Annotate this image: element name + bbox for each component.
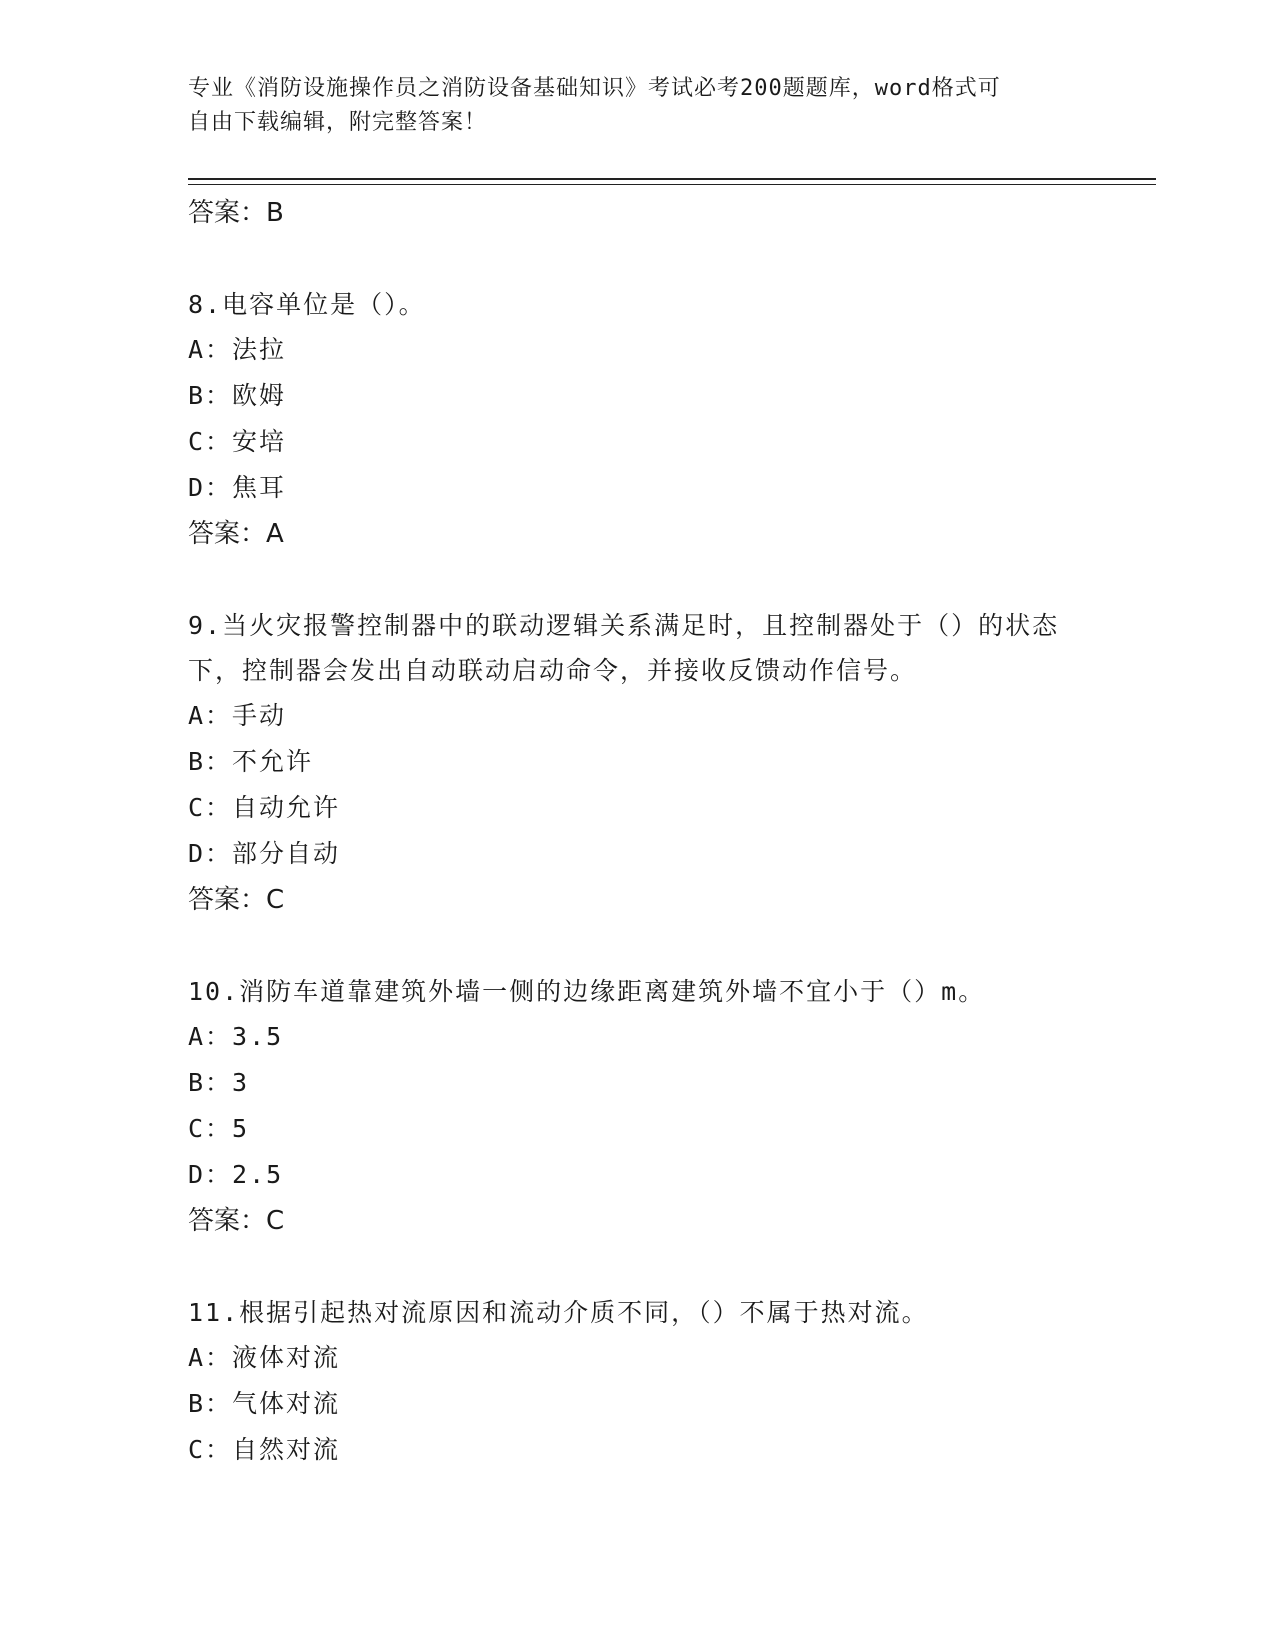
header-line-2: 自由下载编辑，附完整答案！ xyxy=(188,110,488,135)
option-d: D：焦耳 xyxy=(188,473,287,502)
option-d: D：部分自动 xyxy=(188,839,341,868)
answer-line: 答案：C xyxy=(188,1206,285,1236)
question-block xyxy=(188,969,1088,1244)
option-b: B：欧姆 xyxy=(188,381,287,410)
question-block xyxy=(188,282,1088,557)
option-a: A：液体对流 xyxy=(188,1343,341,1372)
option-c: C：5 xyxy=(188,1114,250,1143)
option-a: A：法拉 xyxy=(188,335,287,364)
question-block xyxy=(188,603,1088,923)
answer-line: 答案：C xyxy=(188,885,285,915)
question-text: 10.消防车道靠建筑外墙一侧的边缘距离建筑外墙不宜小于（）m。 xyxy=(188,977,986,1006)
question-text: 8.电容单位是（）。 xyxy=(188,290,426,319)
option-c: C：安培 xyxy=(188,427,287,456)
header-rule xyxy=(188,178,1156,180)
option-c: C：自然对流 xyxy=(188,1435,341,1464)
answer-line: 答案：A xyxy=(188,519,284,549)
option-b: B：不允许 xyxy=(188,747,314,776)
question-text: 11.根据引起热对流原因和流动介质不同，（）不属于热对流。 xyxy=(188,1298,929,1327)
question-list xyxy=(188,190,1088,1473)
option-b: B：气体对流 xyxy=(188,1389,341,1418)
option-a: A：手动 xyxy=(188,701,287,730)
option-c: C：自动允许 xyxy=(188,793,341,822)
header-rule-thin xyxy=(188,184,1156,185)
question-block xyxy=(188,1290,1088,1473)
header-line-1: 专业《消防设施操作员之消防设备基础知识》考试必考200题题库，word格式可 xyxy=(188,76,1001,101)
option-d: D：2.5 xyxy=(188,1160,284,1189)
option-b: B：3 xyxy=(188,1068,250,1097)
question-text: 9.当火灾报警控制器中的联动逻辑关系满足时，且控制器处于（）的状态下，控制器会发出自动联动启动命令，并接收反馈动作信号。 xyxy=(188,611,1060,685)
option-a: A：3.5 xyxy=(188,1022,284,1051)
document-header xyxy=(188,72,1088,140)
answer-line: 答案：B xyxy=(188,198,284,228)
